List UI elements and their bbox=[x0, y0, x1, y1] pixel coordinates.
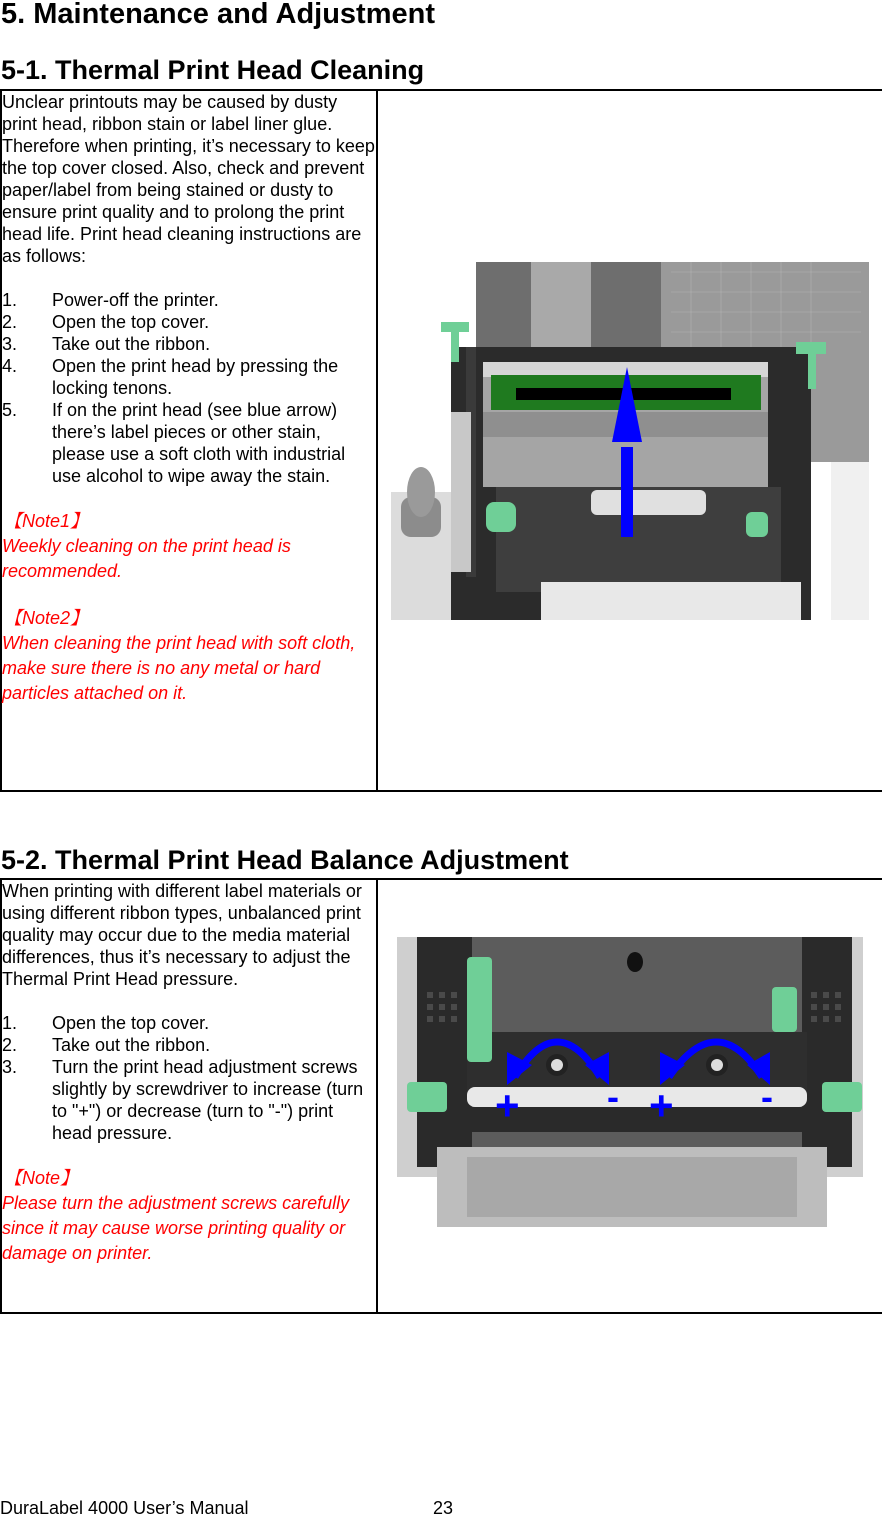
cleaning-text-cell bbox=[1, 90, 377, 791]
footer-manual-title: DuraLabel 4000 User’s Manual bbox=[0, 1498, 249, 1518]
note-balance-text: Please turn the adjustment screws carefully since it may cause worse printing quality or damage on printer. bbox=[2, 1193, 350, 1263]
chapter-title: 5. Maintenance and Adjustment bbox=[1, 0, 435, 30]
balance-table bbox=[0, 878, 882, 1314]
list-item: 4. Open the print head by pressing the locking tenons. bbox=[2, 356, 339, 398]
note-balance bbox=[2, 1166, 376, 1266]
print-head-cleaning-image bbox=[391, 262, 869, 620]
list-item: 2. Open the top cover. bbox=[2, 312, 210, 332]
cleaning-steps bbox=[2, 289, 376, 487]
note-2 bbox=[2, 606, 376, 706]
balance-intro: When printing with different label materials or using different ribbon types, unbalanced print quality may occur due to the media material differences, thus it’s necessary to adjust the Thermal Print Head pressure. bbox=[2, 881, 362, 989]
note-2-text: When cleaning the print head with soft cloth, make sure there is no any metal or hard particles attached on it. bbox=[2, 633, 356, 703]
svg-text:-: - bbox=[761, 1076, 773, 1117]
cleaning-intro: Unclear printouts may be caused by dusty print head, ribbon stain or label liner glue. Therefore when printing, it’s necessary to keep the top cover closed. Also, check and prevent paper/label from being stained or dusty to ensure print quality and to prolong the print head life. Print head cleaning instructions are as follows: bbox=[2, 92, 375, 266]
note-2-title: 【Note2】 bbox=[4, 608, 89, 628]
balance-steps bbox=[2, 1012, 376, 1144]
list-item: 2. Take out the ribbon. bbox=[2, 1035, 211, 1055]
note-1-text: Weekly cleaning on the print head is recommended. bbox=[2, 536, 291, 581]
note-balance-title: 【Note】 bbox=[4, 1168, 79, 1188]
svg-text:+: + bbox=[495, 1082, 520, 1129]
list-item: 1. Power-off the printer. bbox=[2, 290, 219, 310]
list-item: 5. If on the print head (see blue arrow) there’s label pieces or other stain, please use a soft cloth with industrial use alcohol to wipe away the stain. bbox=[2, 400, 346, 486]
note-1-title: 【Note1】 bbox=[4, 511, 89, 531]
section-title-balance: 5-2. Thermal Print Head Balance Adjustment bbox=[1, 845, 569, 875]
cleaning-image-cell bbox=[377, 90, 882, 791]
list-item: 3. Take out the ribbon. bbox=[2, 334, 211, 354]
list-item: 1. Open the top cover. bbox=[2, 1013, 210, 1033]
print-head-adjustment-image bbox=[397, 937, 863, 1233]
cleaning-table bbox=[0, 89, 882, 792]
balance-image-cell bbox=[377, 879, 882, 1313]
svg-text:+: + bbox=[649, 1082, 674, 1129]
balance-text-cell bbox=[1, 879, 377, 1313]
page-number: 23 bbox=[433, 1498, 454, 1518]
list-item: 3. Turn the print head adjustment screws slightly by screwdriver to increase (turn to "+") or decrease (turn to "-") print head pressure. bbox=[2, 1057, 364, 1143]
section-title-cleaning: 5-1. Thermal Print Head Cleaning bbox=[1, 55, 425, 85]
note-1 bbox=[2, 509, 376, 584]
svg-text:-: - bbox=[607, 1076, 619, 1117]
